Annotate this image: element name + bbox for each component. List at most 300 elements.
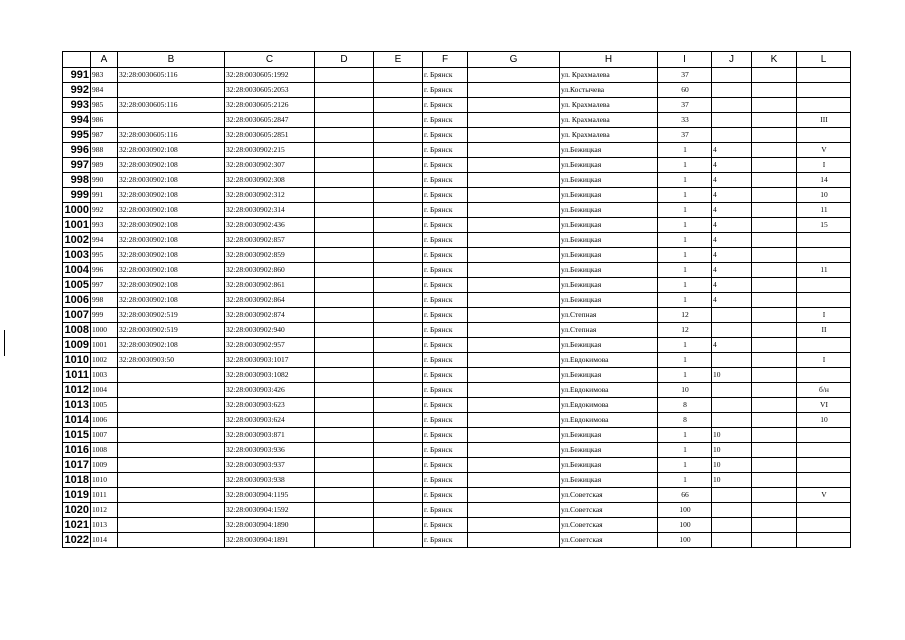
cell-a: 1013	[91, 518, 118, 533]
cell-l: I	[797, 158, 851, 173]
cell-j	[712, 323, 752, 338]
table-row	[63, 128, 851, 143]
cell-b	[118, 83, 225, 98]
cell-b: 32:28:0030902:108	[118, 263, 225, 278]
cell-a: 999	[91, 308, 118, 323]
cell-e	[374, 173, 423, 188]
column-header-i: I	[658, 52, 712, 68]
cell-d	[315, 98, 374, 113]
cell-a: 1014	[91, 533, 118, 548]
cell-i: 1	[658, 263, 712, 278]
cell-e	[374, 413, 423, 428]
cell-i: 100	[658, 518, 712, 533]
cell-g	[468, 113, 560, 128]
cell-d	[315, 308, 374, 323]
cell-f: г. Брянск	[423, 398, 468, 413]
cell-l: VI	[797, 398, 851, 413]
table-row	[63, 203, 851, 218]
cell-f: г. Брянск	[423, 173, 468, 188]
cell-e	[374, 68, 423, 83]
cell-e	[374, 323, 423, 338]
cell-k	[752, 383, 797, 398]
row-number: 1015	[63, 428, 91, 443]
cell-j	[712, 488, 752, 503]
cell-l	[797, 428, 851, 443]
cell-h: ул.Евдокимова	[560, 353, 658, 368]
cell-h: ул.Евдокимова	[560, 413, 658, 428]
cell-h: ул.Бежицкая	[560, 248, 658, 263]
table-row	[63, 518, 851, 533]
cell-e	[374, 263, 423, 278]
cell-l: I	[797, 308, 851, 323]
cell-e	[374, 383, 423, 398]
cell-i: 1	[658, 173, 712, 188]
cell-e	[374, 233, 423, 248]
cell-e	[374, 338, 423, 353]
cell-k	[752, 68, 797, 83]
cell-h: ул.Бежицкая	[560, 338, 658, 353]
row-number: 1003	[63, 248, 91, 263]
cell-g	[468, 458, 560, 473]
cell-j: 4	[712, 338, 752, 353]
table-row	[63, 413, 851, 428]
cell-i: 1	[658, 233, 712, 248]
cell-j: 10	[712, 443, 752, 458]
cell-c: 32:28:0030605:2053	[225, 83, 315, 98]
cell-c: 32:28:0030903:426	[225, 383, 315, 398]
cell-a: 1003	[91, 368, 118, 383]
row-number: 991	[63, 68, 91, 83]
cell-l: II	[797, 323, 851, 338]
cell-e	[374, 443, 423, 458]
cell-d	[315, 458, 374, 473]
cell-d	[315, 248, 374, 263]
cell-l	[797, 293, 851, 308]
cell-f: г. Брянск	[423, 323, 468, 338]
cell-k	[752, 368, 797, 383]
cell-a: 1002	[91, 353, 118, 368]
cell-k	[752, 128, 797, 143]
cell-b	[118, 413, 225, 428]
cell-j: 4	[712, 158, 752, 173]
cell-e	[374, 218, 423, 233]
cell-k	[752, 458, 797, 473]
cell-b	[118, 443, 225, 458]
cell-l: 10	[797, 413, 851, 428]
cell-c: 32:28:0030904:1592	[225, 503, 315, 518]
cell-a: 989	[91, 158, 118, 173]
cell-a: 984	[91, 83, 118, 98]
corner-cell	[63, 52, 91, 68]
cell-d	[315, 143, 374, 158]
cell-b	[118, 503, 225, 518]
row-number: 999	[63, 188, 91, 203]
cell-j	[712, 68, 752, 83]
cell-k	[752, 248, 797, 263]
cell-b	[118, 383, 225, 398]
cell-l: V	[797, 143, 851, 158]
cell-h: ул.Бежицкая	[560, 458, 658, 473]
cell-c: 32:28:0030605:2847	[225, 113, 315, 128]
cell-e	[374, 533, 423, 548]
cell-l: 11	[797, 203, 851, 218]
cell-k	[752, 83, 797, 98]
cell-k	[752, 353, 797, 368]
cell-i: 1	[658, 218, 712, 233]
cell-b: 32:28:0030902:108	[118, 173, 225, 188]
cell-d	[315, 278, 374, 293]
cell-d	[315, 233, 374, 248]
cell-j	[712, 98, 752, 113]
cell-a: 983	[91, 68, 118, 83]
table-row	[63, 533, 851, 548]
cell-g	[468, 98, 560, 113]
cell-l: 14	[797, 173, 851, 188]
cell-g	[468, 293, 560, 308]
cell-c: 32:28:0030904:1195	[225, 488, 315, 503]
column-header-b: B	[118, 52, 225, 68]
cell-l	[797, 533, 851, 548]
cell-g	[468, 173, 560, 188]
cell-b: 32:28:0030902:108	[118, 158, 225, 173]
cell-b	[118, 113, 225, 128]
cell-j	[712, 503, 752, 518]
cell-a: 1010	[91, 473, 118, 488]
cell-b	[118, 398, 225, 413]
cell-e	[374, 83, 423, 98]
cell-d	[315, 293, 374, 308]
cell-g	[468, 353, 560, 368]
cell-c: 32:28:0030903:1082	[225, 368, 315, 383]
cell-d	[315, 263, 374, 278]
cell-l	[797, 473, 851, 488]
cell-g	[468, 233, 560, 248]
cell-e	[374, 203, 423, 218]
row-number: 1017	[63, 458, 91, 473]
cell-k	[752, 293, 797, 308]
cell-d	[315, 188, 374, 203]
cell-a: 1001	[91, 338, 118, 353]
cell-h: ул.Бежицкая	[560, 368, 658, 383]
column-header-c: C	[225, 52, 315, 68]
cell-d	[315, 428, 374, 443]
cell-g	[468, 473, 560, 488]
cell-k	[752, 143, 797, 158]
cell-d	[315, 518, 374, 533]
column-header-a: A	[91, 52, 118, 68]
cell-d	[315, 203, 374, 218]
cell-c: 32:28:0030902:436	[225, 218, 315, 233]
cell-a: 1006	[91, 413, 118, 428]
column-header-row	[63, 52, 851, 68]
cell-h: ул.Бежицкая	[560, 233, 658, 248]
cell-h: ул.Советская	[560, 533, 658, 548]
cell-f: г. Брянск	[423, 248, 468, 263]
cell-c: 32:28:0030903:936	[225, 443, 315, 458]
cell-e	[374, 128, 423, 143]
cell-f: г. Брянск	[423, 443, 468, 458]
cell-b: 32:28:0030605:116	[118, 128, 225, 143]
cell-k	[752, 173, 797, 188]
cell-h: ул.Бежицкая	[560, 473, 658, 488]
cell-g	[468, 443, 560, 458]
cell-h: ул.Бежицкая	[560, 158, 658, 173]
row-number: 1011	[63, 368, 91, 383]
cell-d	[315, 473, 374, 488]
cell-l	[797, 338, 851, 353]
row-number: 1006	[63, 293, 91, 308]
cell-f: г. Брянск	[423, 83, 468, 98]
cell-f: г. Брянск	[423, 503, 468, 518]
cell-l: б/н	[797, 383, 851, 398]
cell-g	[468, 518, 560, 533]
cell-j	[712, 518, 752, 533]
row-number: 1000	[63, 203, 91, 218]
cell-k	[752, 278, 797, 293]
cell-f: г. Брянск	[423, 353, 468, 368]
cell-h: ул. Крахмалева	[560, 98, 658, 113]
cell-d	[315, 443, 374, 458]
cell-g	[468, 278, 560, 293]
cell-f: г. Брянск	[423, 413, 468, 428]
cell-g	[468, 368, 560, 383]
cell-i: 10	[658, 383, 712, 398]
cell-b: 32:28:0030902:108	[118, 143, 225, 158]
row-number: 994	[63, 113, 91, 128]
spreadsheet-table	[62, 51, 851, 548]
cell-i: 1	[658, 368, 712, 383]
cell-g	[468, 158, 560, 173]
cell-i: 1	[658, 278, 712, 293]
cell-l: 11	[797, 263, 851, 278]
cell-h: ул.Бежицкая	[560, 428, 658, 443]
row-number: 998	[63, 173, 91, 188]
table-row	[63, 308, 851, 323]
cell-f: г. Брянск	[423, 68, 468, 83]
cell-f: г. Брянск	[423, 428, 468, 443]
cell-d	[315, 503, 374, 518]
cell-c: 32:28:0030902:861	[225, 278, 315, 293]
table-row	[63, 338, 851, 353]
cell-k	[752, 233, 797, 248]
table-row	[63, 428, 851, 443]
cell-k	[752, 413, 797, 428]
cell-g	[468, 503, 560, 518]
cell-f: г. Брянск	[423, 263, 468, 278]
column-header-l: L	[797, 52, 851, 68]
cell-c: 32:28:0030903:871	[225, 428, 315, 443]
row-number: 1020	[63, 503, 91, 518]
cell-f: г. Брянск	[423, 308, 468, 323]
cell-c: 32:28:0030903:937	[225, 458, 315, 473]
table-row	[63, 218, 851, 233]
cell-i: 8	[658, 398, 712, 413]
cell-g	[468, 488, 560, 503]
cell-e	[374, 308, 423, 323]
cell-h: ул.Костычева	[560, 83, 658, 98]
cell-e	[374, 248, 423, 263]
table-row	[63, 263, 851, 278]
cell-c: 32:28:0030605:1992	[225, 68, 315, 83]
cell-g	[468, 68, 560, 83]
table-row	[63, 323, 851, 338]
cell-h: ул.Степная	[560, 323, 658, 338]
cell-d	[315, 128, 374, 143]
table-row	[63, 293, 851, 308]
cell-c: 32:28:0030902:314	[225, 203, 315, 218]
cell-h: ул. Крахмалева	[560, 113, 658, 128]
cell-a: 1009	[91, 458, 118, 473]
cell-c: 32:28:0030902:859	[225, 248, 315, 263]
cell-e	[374, 488, 423, 503]
cell-l: III	[797, 113, 851, 128]
cell-c: 32:28:0030904:1890	[225, 518, 315, 533]
cell-b	[118, 488, 225, 503]
cell-i: 33	[658, 113, 712, 128]
cell-i: 12	[658, 308, 712, 323]
cell-l	[797, 518, 851, 533]
cell-h: ул.Степная	[560, 308, 658, 323]
scan-margin-mark	[4, 330, 5, 356]
row-number: 1012	[63, 383, 91, 398]
cell-j: 4	[712, 218, 752, 233]
cell-h: ул.Бежицкая	[560, 188, 658, 203]
cell-i: 1	[658, 158, 712, 173]
cell-c: 32:28:0030902:308	[225, 173, 315, 188]
cell-a: 985	[91, 98, 118, 113]
cell-g	[468, 203, 560, 218]
cell-k	[752, 263, 797, 278]
table-row	[63, 143, 851, 158]
table-row	[63, 458, 851, 473]
cell-l	[797, 68, 851, 83]
cell-j: 4	[712, 143, 752, 158]
cell-i: 100	[658, 533, 712, 548]
cell-k	[752, 533, 797, 548]
cell-d	[315, 323, 374, 338]
row-number: 1014	[63, 413, 91, 428]
cell-j	[712, 383, 752, 398]
cell-l	[797, 248, 851, 263]
cell-g	[468, 143, 560, 158]
cell-g	[468, 263, 560, 278]
cell-k	[752, 98, 797, 113]
cell-b: 32:28:0030902:108	[118, 293, 225, 308]
cell-f: г. Брянск	[423, 233, 468, 248]
cell-e	[374, 278, 423, 293]
cell-i: 1	[658, 248, 712, 263]
table-row	[63, 113, 851, 128]
table-row	[63, 368, 851, 383]
cell-i: 66	[658, 488, 712, 503]
cell-a: 994	[91, 233, 118, 248]
cell-e	[374, 143, 423, 158]
cell-e	[374, 473, 423, 488]
row-number: 1001	[63, 218, 91, 233]
cell-g	[468, 383, 560, 398]
cell-f: г. Брянск	[423, 488, 468, 503]
cell-e	[374, 458, 423, 473]
cell-h: ул.Бежицкая	[560, 218, 658, 233]
cell-a: 986	[91, 113, 118, 128]
column-header-h: H	[560, 52, 658, 68]
cell-j: 10	[712, 368, 752, 383]
row-number: 1004	[63, 263, 91, 278]
cell-c: 32:28:0030902:307	[225, 158, 315, 173]
table-row	[63, 233, 851, 248]
cell-b: 32:28:0030902:519	[118, 308, 225, 323]
cell-c: 32:28:0030902:312	[225, 188, 315, 203]
cell-c: 32:28:0030605:2851	[225, 128, 315, 143]
cell-l	[797, 368, 851, 383]
cell-g	[468, 248, 560, 263]
column-header-e: E	[374, 52, 423, 68]
cell-b: 32:28:0030903:50	[118, 353, 225, 368]
cell-k	[752, 428, 797, 443]
cell-f: г. Брянск	[423, 473, 468, 488]
cell-k	[752, 113, 797, 128]
cell-h: ул.Советская	[560, 488, 658, 503]
cell-c: 32:28:0030903:1017	[225, 353, 315, 368]
cell-h: ул.Советская	[560, 503, 658, 518]
cell-b	[118, 473, 225, 488]
cell-e	[374, 353, 423, 368]
table-row	[63, 503, 851, 518]
cell-b	[118, 368, 225, 383]
cell-h: ул. Крахмалева	[560, 68, 658, 83]
table-row	[63, 383, 851, 398]
cell-i: 1	[658, 458, 712, 473]
cell-l	[797, 98, 851, 113]
cell-f: г. Брянск	[423, 383, 468, 398]
row-number: 1013	[63, 398, 91, 413]
cell-c: 32:28:0030903:623	[225, 398, 315, 413]
row-number: 993	[63, 98, 91, 113]
cell-l: 10	[797, 188, 851, 203]
cell-i: 60	[658, 83, 712, 98]
cell-d	[315, 368, 374, 383]
cell-f: г. Брянск	[423, 188, 468, 203]
cell-a: 991	[91, 188, 118, 203]
cell-h: ул.Бежицкая	[560, 293, 658, 308]
cell-l	[797, 83, 851, 98]
cell-j: 4	[712, 173, 752, 188]
cell-g	[468, 128, 560, 143]
cell-h: ул.Бежицкая	[560, 143, 658, 158]
cell-b: 32:28:0030605:116	[118, 98, 225, 113]
cell-l	[797, 458, 851, 473]
row-number: 1022	[63, 533, 91, 548]
cell-i: 37	[658, 98, 712, 113]
cell-a: 998	[91, 293, 118, 308]
cell-d	[315, 338, 374, 353]
cell-a: 1005	[91, 398, 118, 413]
column-header-k: K	[752, 52, 797, 68]
cell-b: 32:28:0030902:108	[118, 248, 225, 263]
row-number: 1007	[63, 308, 91, 323]
cell-j: 4	[712, 248, 752, 263]
table-row	[63, 188, 851, 203]
cell-f: г. Брянск	[423, 128, 468, 143]
cell-f: г. Брянск	[423, 338, 468, 353]
cell-a: 992	[91, 203, 118, 218]
cell-g	[468, 188, 560, 203]
cell-g	[468, 83, 560, 98]
cell-h: ул.Бежицкая	[560, 173, 658, 188]
cell-e	[374, 293, 423, 308]
cell-l: 15	[797, 218, 851, 233]
row-number: 1021	[63, 518, 91, 533]
